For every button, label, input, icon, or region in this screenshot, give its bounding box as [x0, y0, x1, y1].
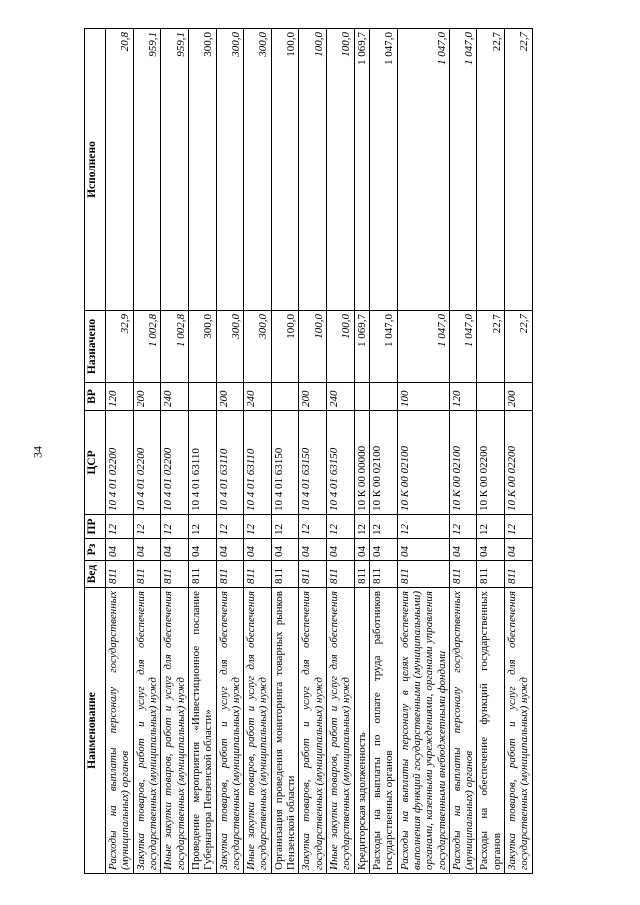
- row-vr-cell: 120: [106, 383, 134, 411]
- table-row: [216, 29, 244, 874]
- row-assigned-cell: 300,0: [216, 311, 244, 383]
- row-vr-cell: 100: [397, 383, 449, 411]
- row-rz-cell: 04: [397, 539, 449, 561]
- row-pr-cell: 12: [244, 515, 272, 539]
- row-executed-cell: 300,0: [244, 29, 272, 311]
- row-rz-cell: 04: [216, 539, 244, 561]
- row-assigned-cell: 100,0: [327, 311, 355, 383]
- row-rz-cell: 04: [188, 539, 216, 561]
- row-pr-cell: 12: [188, 515, 216, 539]
- row-ved-cell: 811: [133, 561, 161, 588]
- row-assigned-cell: 1 047,0: [449, 311, 477, 383]
- row-vr-cell: 240: [161, 383, 189, 411]
- row-executed-cell: 100,0: [271, 29, 299, 311]
- row-rz-cell: 04: [106, 539, 134, 561]
- row-vr-cell: 120: [449, 383, 477, 411]
- row-assigned-cell: 100,0: [271, 311, 299, 383]
- table-row: [271, 29, 299, 874]
- row-assigned-cell: 1 047,0: [369, 311, 397, 383]
- row-executed-cell: 300,0: [216, 29, 244, 311]
- row-pr-cell: 12: [299, 515, 327, 539]
- row-csr-cell: 10 4 01 02200: [106, 411, 134, 515]
- row-assigned-cell: 1 069,7: [354, 311, 369, 383]
- row-csr-cell: 10 К 00 00000: [354, 411, 369, 515]
- row-executed-cell: 20,8: [106, 29, 134, 311]
- row-rz-cell: 04: [299, 539, 327, 561]
- row-assigned-cell: 1 047,0: [397, 311, 449, 383]
- rotated-table-wrapper: [84, 29, 586, 874]
- row-vr-cell: [369, 383, 397, 411]
- row-ved-cell: 811: [188, 561, 216, 588]
- header-executed: Исполнено: [85, 29, 106, 311]
- row-rz-cell: 04: [244, 539, 272, 561]
- row-csr-cell: 10 4 01 63110: [188, 411, 216, 515]
- row-rz-cell: 04: [449, 539, 477, 561]
- row-vr-cell: [354, 383, 369, 411]
- row-ved-cell: 811: [327, 561, 355, 588]
- row-ved-cell: 811: [354, 561, 369, 588]
- row-assigned-cell: 300,0: [188, 311, 216, 383]
- row-vr-cell: 200: [505, 383, 533, 411]
- row-pr-cell: 12: [354, 515, 369, 539]
- row-name-cell: Расходы на выплаты персоналу государственных (муниципальных) органов: [449, 588, 477, 874]
- table-row: [327, 29, 355, 874]
- row-name-cell: Расходы на выплаты персоналу государственных (муниципальных) органов: [106, 588, 134, 874]
- row-ved-cell: 811: [106, 561, 134, 588]
- row-vr-cell: 200: [216, 383, 244, 411]
- table-row: [133, 29, 161, 874]
- row-ved-cell: 811: [369, 561, 397, 588]
- header-rz: Рз: [85, 539, 106, 561]
- budget-table: [84, 28, 533, 874]
- row-name-cell: Закупка товаров, работ и услуг для обеспечения государственных (муниципальных) нужд: [299, 588, 327, 874]
- row-name-cell: Закупка товаров, работ и услуг для обеспечения государственных (муниципальных) нужд: [505, 588, 533, 874]
- table-row: [244, 29, 272, 874]
- row-csr-cell: 10 4 01 63110: [216, 411, 244, 515]
- row-csr-cell: 10 К 00 02200: [477, 411, 505, 515]
- row-vr-cell: 240: [327, 383, 355, 411]
- row-assigned-cell: 100,0: [299, 311, 327, 383]
- row-pr-cell: 12: [369, 515, 397, 539]
- row-vr-cell: 240: [244, 383, 272, 411]
- row-executed-cell: 100,0: [299, 29, 327, 311]
- row-ved-cell: 811: [216, 561, 244, 588]
- row-csr-cell: 10 4 01 63150: [327, 411, 355, 515]
- row-name-cell: Расходы на обеспечение функций государственных органов: [477, 588, 505, 874]
- table-row: [477, 29, 505, 874]
- row-pr-cell: 12: [505, 515, 533, 539]
- row-ved-cell: 811: [397, 561, 449, 588]
- row-pr-cell: 12: [327, 515, 355, 539]
- row-pr-cell: 12: [216, 515, 244, 539]
- row-vr-cell: 200: [133, 383, 161, 411]
- row-rz-cell: 04: [161, 539, 189, 561]
- header-assigned: Назначено: [85, 311, 106, 383]
- row-ved-cell: 811: [299, 561, 327, 588]
- table-header-row: [85, 29, 106, 874]
- row-csr-cell: 10 К 00 02100: [369, 411, 397, 515]
- row-vr-cell: 200: [299, 383, 327, 411]
- row-executed-cell: 22,7: [477, 29, 505, 311]
- row-pr-cell: 12: [161, 515, 189, 539]
- row-executed-cell: 300,0: [188, 29, 216, 311]
- row-vr-cell: [477, 383, 505, 411]
- row-executed-cell: 100,0: [327, 29, 355, 311]
- row-csr-cell: 10 4 01 63150: [299, 411, 327, 515]
- header-csr: ЦСР: [85, 411, 106, 515]
- table-row: [449, 29, 477, 874]
- row-assigned-cell: 22,7: [477, 311, 505, 383]
- row-executed-cell: 22,7: [505, 29, 533, 311]
- row-name-cell: Закупка товаров, работ и услуг для обеспечения государственных (муниципальных) нужд: [216, 588, 244, 874]
- row-assigned-cell: 300,0: [244, 311, 272, 383]
- row-name-cell: Иные закупки товаров, работ и услуг для обеспечения государственных (муниципальных) нужд: [327, 588, 355, 874]
- table-row: [161, 29, 189, 874]
- row-csr-cell: 10 4 01 63110: [244, 411, 272, 515]
- header-name: Наименование: [85, 588, 106, 874]
- row-rz-cell: 04: [354, 539, 369, 561]
- row-rz-cell: 04: [477, 539, 505, 561]
- row-name-cell: Проведение мероприятия «Инвестиционное послание Губернатора Пензенской области»: [188, 588, 216, 874]
- row-csr-cell: 10 4 01 02200: [161, 411, 189, 515]
- row-csr-cell: 10 К 00 02100: [449, 411, 477, 515]
- header-pr: ПР: [85, 515, 106, 539]
- row-name-cell: Расходы на выплаты по оплате труда работников государственных органов: [369, 588, 397, 874]
- row-rz-cell: 04: [271, 539, 299, 561]
- row-rz-cell: 04: [133, 539, 161, 561]
- row-name-cell: Кредиторская задолженность: [354, 588, 369, 874]
- table-row: [106, 29, 134, 874]
- row-vr-cell: [188, 383, 216, 411]
- row-executed-cell: 959,1: [161, 29, 189, 311]
- header-vr: ВР: [85, 383, 106, 411]
- table-row: [369, 29, 397, 874]
- row-ved-cell: 811: [477, 561, 505, 588]
- table-row: [354, 29, 369, 874]
- row-ved-cell: 811: [161, 561, 189, 588]
- row-pr-cell: 12: [106, 515, 134, 539]
- row-executed-cell: 1 047,0: [369, 29, 397, 311]
- row-name-cell: Закупка товаров, работ и услуг для обеспечения государственных (муниципальных) нужд: [133, 588, 161, 874]
- row-executed-cell: 1 047,0: [397, 29, 449, 311]
- row-name-cell: Иные закупки товаров, работ и услуг для обеспечения государственных (муниципальных) нужд: [161, 588, 189, 874]
- row-pr-cell: 12: [449, 515, 477, 539]
- row-name-cell: Расходы на выплаты персоналу в целях обеспечения выполнения функций государственными (муниципальными) органами, казенными учреждениями, органами управления государственными внебюджетными фондами: [397, 588, 449, 874]
- row-pr-cell: 12: [133, 515, 161, 539]
- row-rz-cell: 04: [327, 539, 355, 561]
- row-assigned-cell: 1 002,8: [161, 311, 189, 383]
- row-name-cell: Организация проведения мониторинга товарных рынков Пензенской области: [271, 588, 299, 874]
- row-csr-cell: 10 4 01 63150: [271, 411, 299, 515]
- row-executed-cell: 959,1: [133, 29, 161, 311]
- row-executed-cell: 1 069,7: [354, 29, 369, 311]
- row-assigned-cell: 22,7: [505, 311, 533, 383]
- row-pr-cell: 12: [271, 515, 299, 539]
- row-ved-cell: 811: [244, 561, 272, 588]
- row-ved-cell: 811: [505, 561, 533, 588]
- row-assigned-cell: 32,9: [106, 311, 134, 383]
- row-rz-cell: 04: [505, 539, 533, 561]
- table-row: [299, 29, 327, 874]
- row-csr-cell: 10 4 01 02200: [133, 411, 161, 515]
- page-number: 34: [30, 446, 45, 458]
- row-pr-cell: 12: [397, 515, 449, 539]
- row-executed-cell: 1 047,0: [449, 29, 477, 311]
- row-csr-cell: 10 К 00 02200: [505, 411, 533, 515]
- table-row: [397, 29, 449, 874]
- table-row: [505, 29, 533, 874]
- header-ved: Вед: [85, 561, 106, 588]
- row-vr-cell: [271, 383, 299, 411]
- row-rz-cell: 04: [369, 539, 397, 561]
- row-assigned-cell: 1 002,8: [133, 311, 161, 383]
- row-name-cell: Иные закупки товаров, работ и услуг для обеспечения государственных (муниципальных) нужд: [244, 588, 272, 874]
- row-ved-cell: 811: [449, 561, 477, 588]
- table-row: [188, 29, 216, 874]
- row-pr-cell: 12: [477, 515, 505, 539]
- row-csr-cell: 10 К 00 02100: [397, 411, 449, 515]
- row-ved-cell: 811: [271, 561, 299, 588]
